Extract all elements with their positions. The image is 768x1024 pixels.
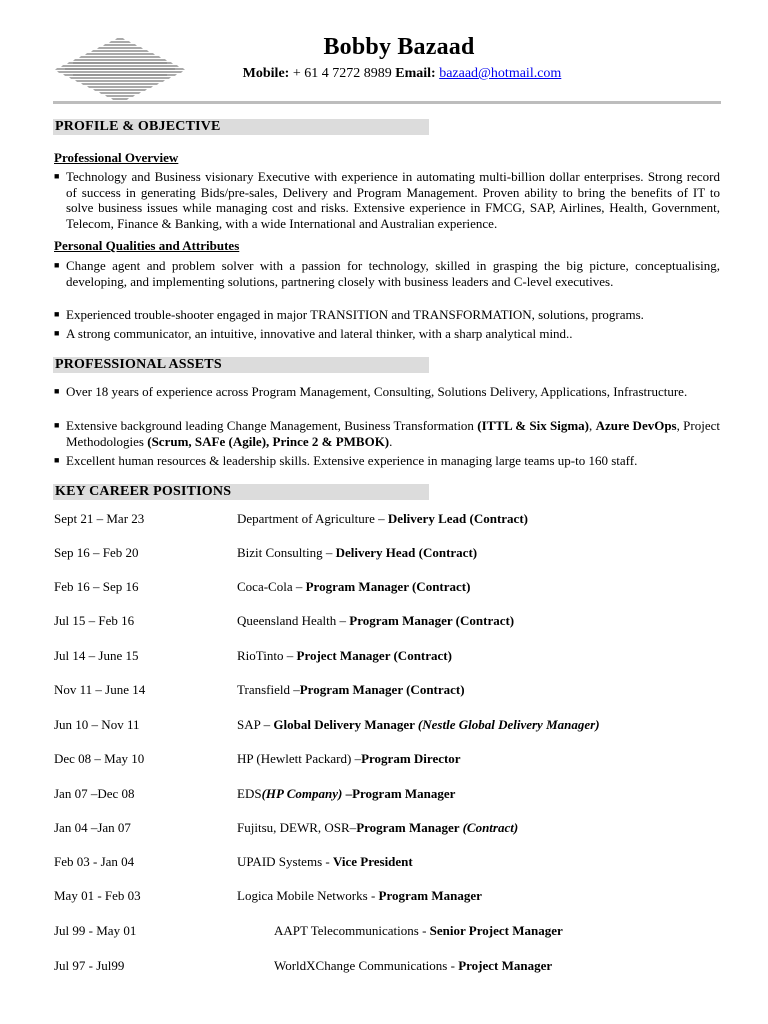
personal-qualities-heading: Personal Qualities and Attributes — [54, 238, 240, 253]
position-role: Program Director — [361, 751, 461, 766]
bullet-icon: ■ — [54, 260, 60, 270]
org-name: Department of Agriculture – — [237, 511, 388, 526]
bullet-icon: ■ — [54, 309, 60, 319]
asset-item — [54, 453, 720, 469]
position-row — [54, 854, 720, 872]
overview-bullet — [54, 169, 720, 231]
asset-item — [54, 418, 720, 449]
org-name: HP (Hewlett Packard) – — [237, 751, 362, 766]
position-row — [54, 923, 720, 941]
position-date: Sept 21 – Mar 23 — [54, 511, 145, 526]
bullet-icon: ■ — [54, 420, 60, 430]
position-date: Jan 04 –Jan 07 — [54, 820, 131, 835]
asset-text-bold: (Scrum, SAFe (Agile), Prince 2 & PMBOK) — [147, 433, 390, 449]
position-row — [54, 579, 720, 597]
contact-line — [0, 66, 768, 82]
overview-text: Technology and Business visionary Executive with experience in automating multi-billion dollar enterprises. Strong record of success in generating Bids/pre-sales, Delivery and Program Management. Proven ability to bring the benefits of IT to solve business issues while managing cost and risks. Extensive experience in FMCG, SAP, Airlines, Health, Government, Telecom, Finance & Banking, with a wide International and Australian experience. — [66, 169, 720, 231]
position-row — [54, 511, 720, 529]
position-row — [54, 888, 720, 906]
org-name: WorldXChange Communications - — [274, 958, 459, 973]
position-date: Dec 08 – May 10 — [54, 751, 145, 766]
position-org — [237, 751, 461, 767]
header-divider — [53, 101, 721, 104]
asset-text-part: . — [389, 433, 393, 449]
quality-text: Change agent and problem solver with a passion for technology, skilled in grasping the big picture, conceptualising, developing, and implementing solutions, partnering closely with business leaders and C-level executives. — [66, 258, 720, 289]
position-date: Jul 97 - Jul99 — [54, 958, 125, 973]
position-date: Jul 99 - May 01 — [54, 923, 137, 938]
asset-text-bold: Azure DevOps — [595, 418, 677, 433]
position-role: Project Manager (Contract) — [296, 648, 452, 663]
position-role-note: (Contract) — [462, 820, 519, 835]
position-row — [54, 648, 720, 666]
org-name: Coca-Cola – — [237, 579, 306, 594]
bullet-icon: ■ — [54, 328, 60, 338]
professional-overview-heading: Professional Overview — [54, 150, 179, 165]
position-org — [274, 923, 563, 939]
bullet-icon: ■ — [54, 171, 60, 181]
mobile-number: + 61 4 7272 8989 — [292, 66, 392, 81]
position-org — [237, 511, 528, 527]
position-org — [237, 682, 465, 698]
position-org — [237, 888, 482, 904]
position-role: Program Manager — [356, 820, 463, 835]
position-role: Program Manager (Contract) — [349, 613, 515, 628]
section-professional-assets: PROFESSIONAL ASSETS — [53, 357, 429, 373]
org-name: UPAID Systems - — [237, 854, 333, 869]
position-row — [54, 786, 720, 804]
quality-item — [54, 258, 720, 289]
asset-text-bold: (ITTL & Six Sigma) — [477, 418, 589, 433]
org-name: Transfield – — [237, 682, 300, 697]
asset-text-part: , — [589, 418, 596, 433]
position-row — [54, 613, 720, 631]
org-name: SAP – — [237, 717, 274, 732]
asset-text — [66, 418, 720, 449]
position-date: Jun 10 – Nov 11 — [54, 717, 140, 732]
position-date: Jan 07 –Dec 08 — [54, 786, 135, 801]
position-date: May 01 - Feb 03 — [54, 888, 141, 903]
position-org — [237, 854, 413, 870]
section-profile-objective: PROFILE & OBJECTIVE — [53, 119, 429, 135]
position-org — [237, 545, 477, 561]
position-role: Program Manager (Contract) — [305, 579, 471, 594]
position-role: Delivery Head (Contract) — [335, 545, 478, 560]
position-row — [54, 751, 720, 769]
org-name: Bizit Consulting – — [237, 545, 336, 560]
position-row — [54, 958, 720, 976]
position-role: Vice President — [332, 854, 413, 869]
position-org — [237, 717, 600, 733]
position-role: Global Delivery Manager — [273, 717, 418, 732]
org-name: AAPT Telecommunications - — [274, 923, 430, 938]
asset-text: Excellent human resources & leadership skills. Extensive experience in managing large teams up-to 160 staff. — [66, 453, 638, 468]
position-role: Senior Project Manager — [429, 923, 563, 938]
position-role: –Program Manager — [342, 786, 456, 801]
position-role-note: (Nestle Global Delivery Manager) — [417, 717, 600, 732]
position-date: Feb 16 – Sep 16 — [54, 579, 139, 594]
bullet-icon: ■ — [54, 386, 60, 396]
org-name: Logica Mobile Networks - — [237, 888, 379, 903]
position-org — [237, 579, 470, 595]
candidate-name: Bobby Bazaad — [323, 34, 475, 60]
mobile-label: Mobile: — [242, 66, 290, 81]
asset-text-part: Extensive background leading Change Management, Business Transformation — [66, 418, 478, 433]
asset-text: Over 18 years of experience across Program Management, Consulting, Solutions Delivery, Applications, Infrastructure. — [66, 384, 688, 399]
quality-item — [54, 326, 720, 342]
position-date: Jul 14 – June 15 — [54, 648, 139, 663]
position-org — [237, 786, 455, 802]
quality-text: A strong communicator, an intuitive, innovative and lateral thinker, with a sharp analytical mind.. — [66, 326, 573, 341]
org-name: Queensland Health – — [237, 613, 350, 628]
position-row — [54, 545, 720, 563]
org-note: (HP Company) — [261, 786, 343, 801]
position-date: Feb 03 - Jan 04 — [54, 854, 135, 869]
position-org — [237, 648, 452, 664]
quality-text: Experienced trouble-shooter engaged in major TRANSITION and TRANSFORMATION, solutions, programs. — [66, 307, 644, 322]
position-row — [54, 717, 720, 735]
position-date: Nov 11 – June 14 — [54, 682, 146, 697]
org-name: EDS — [237, 786, 262, 801]
org-name: RioTinto – — [237, 648, 297, 663]
position-row — [54, 682, 720, 700]
position-org — [237, 613, 514, 629]
asset-text-part: , Project Methodologies — [66, 418, 720, 449]
section-key-career-positions: KEY CAREER POSITIONS — [53, 484, 429, 500]
quality-item — [54, 307, 720, 323]
position-role: Project Manager — [458, 958, 553, 973]
position-date: Jul 15 – Feb 16 — [54, 613, 135, 628]
position-role: Program Manager — [378, 888, 482, 903]
position-org — [274, 958, 552, 974]
bullet-icon: ■ — [54, 455, 60, 465]
email-label: Email: — [395, 66, 436, 81]
position-row — [54, 820, 720, 838]
asset-item — [54, 384, 720, 400]
position-role: Delivery Lead (Contract) — [387, 511, 528, 526]
position-org — [237, 820, 518, 836]
email-link[interactable]: bazaad@hotmail.com — [439, 66, 562, 81]
position-date: Sep 16 – Feb 20 — [54, 545, 139, 560]
position-role: Program Manager (Contract) — [299, 682, 465, 697]
org-name: Fujitsu, DEWR, OSR– — [237, 820, 357, 835]
